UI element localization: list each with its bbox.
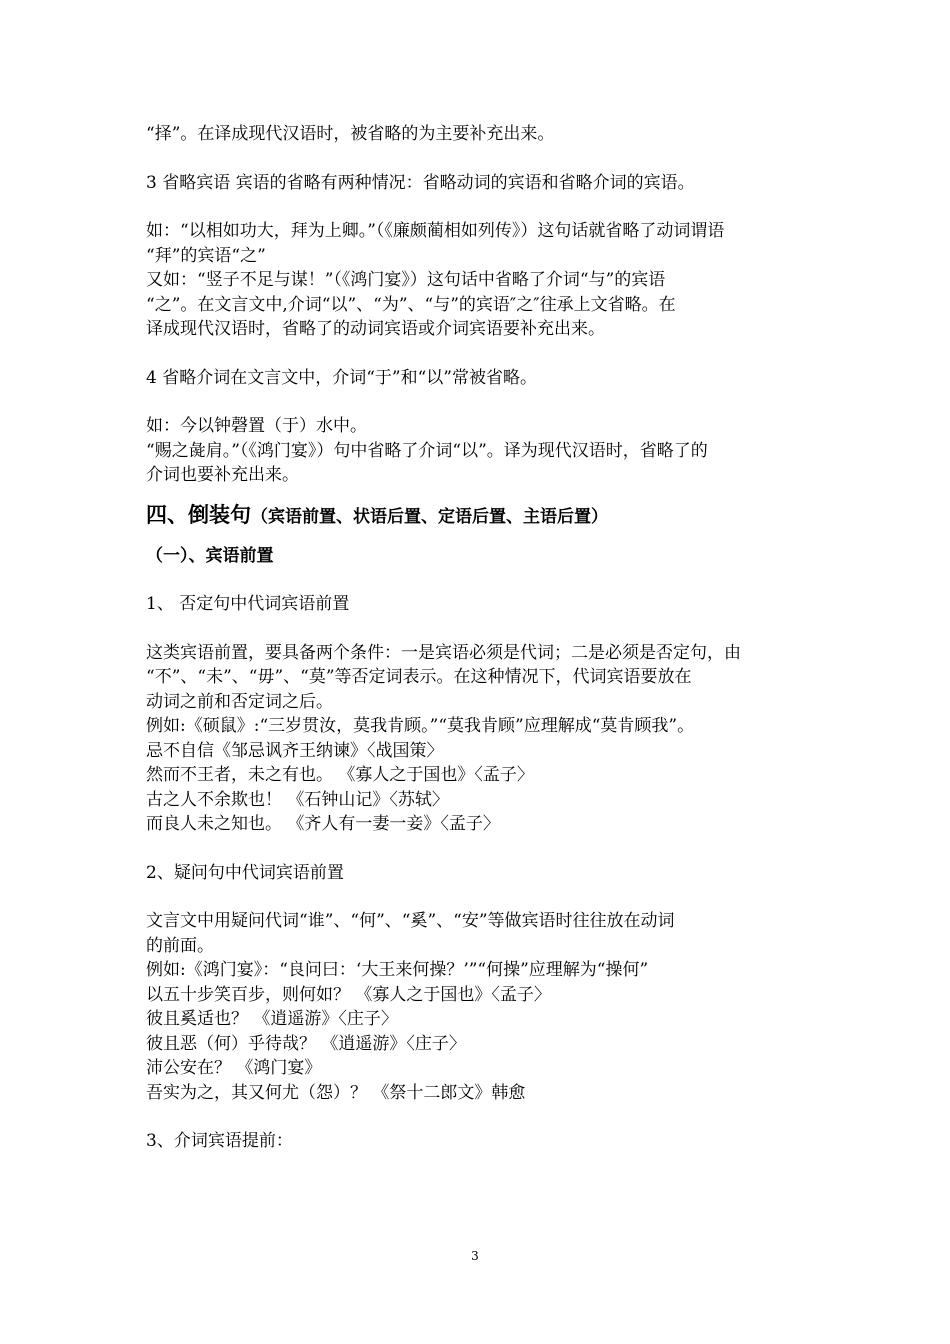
text-line: “赐之彘肩。”（《鸿门宴》）句中省略了介词“以”。译为现代汉语时，省略了的 (146, 440, 708, 461)
text-line: 彼且恶（何）乎待哉？ 《逍遥游》〈庄子〉 (146, 1033, 466, 1054)
text-line: 然而不王者，未之有也。 《寡人之于国也》〈孟子〉 (146, 765, 534, 785)
text-line: 的前面。 (146, 935, 214, 956)
text-line: 4 省略介词在文言文中，介词“于”和“以”常被省略。 (146, 367, 537, 388)
paragraph-omit-preposition (146, 366, 808, 391)
subsection-heading: （一）、宾语前置 (146, 545, 274, 566)
text-line: 彼且奚适也？ 《逍遥游》〈庄子〉 (146, 1009, 398, 1029)
text-line: 1、 否定句中代词宾语前置 (146, 594, 350, 614)
text-line: 如：今以钟磬置（于）水中。 (146, 416, 367, 436)
item-1-title (146, 592, 808, 617)
text-line: 例如:《鸿门宴》：“良问曰：‘大王来何操？’”“何操”应理解为“操何” (146, 960, 649, 980)
section-heading-title: 四、倒装句 (146, 501, 251, 527)
text-line: 介词也要补充出来。 (146, 465, 299, 485)
text-line: 3、介词宾语提前： (146, 1131, 293, 1151)
paragraph-interrogative-object (146, 909, 808, 1105)
text-line: 而良人未之知也。 《齐人有一妻一妾》〈孟子〉 (146, 814, 500, 834)
text-line: 又如：“竖子不足与谋！”（《鸿门宴》）这句话中省略了介词“与”的宾语 (146, 270, 666, 290)
text-line: “之”。在文言文中,介词“以”、“为”、“与”的宾语″之″往承上文省略。在 (146, 294, 676, 315)
text-line: 文言文中用疑问代词“谁”、“何”、“奚”、“安”等做宾语时往往放在动词 (146, 911, 675, 931)
item-2-title (146, 861, 808, 886)
text-line: 例如:《硕鼠》:“三岁贯汝，莫我肯顾。”“莫我肯顾”应理解成“莫肯顾我”。 (146, 716, 695, 736)
page-number: 3 (471, 1249, 479, 1263)
paragraph-1 (146, 122, 808, 147)
text-line: 以五十步笑百步，则何如？ 《寡人之于国也》〈孟子〉 (146, 984, 551, 1005)
page-content (146, 122, 808, 1154)
paragraph-negative-object (146, 641, 808, 837)
text-line: 沛公安在？ 《鸿门宴》 (146, 1058, 322, 1078)
text-line: “择”。在译成现代汉语时，被省略的为主要补充出来。 (146, 124, 555, 144)
text-line: 译成现代汉语时，省略了的动词宾语或介词宾语要补充出来。 (146, 319, 605, 339)
paragraph-omit-object (146, 171, 808, 196)
section-heading (146, 500, 808, 532)
text-line: 动词之前和否定词之后。 (146, 691, 333, 712)
text-line: “拜”的宾语“之” (146, 245, 266, 266)
text-line: 如：“以相如功大，拜为上卿。”（《廉颇蔺相如列传》）这句话就省略了动词谓语 (146, 221, 725, 241)
text-line: “不”、“未”、“毋”、“莫”等否定词表示。在这种情况下，代词宾语要放在 (146, 667, 692, 687)
text-line: 古之人不余欺也！ 《石钟山记》〈苏轼〉 (146, 789, 449, 810)
text-line: 吾实为之，其又何尤（怨）？ 《祭十二郎文》韩愈 (146, 1082, 526, 1103)
text-line: 这类宾语前置，要具备两个条件：一是宾语必须是代词；二是必须是否定句，由 (146, 642, 741, 663)
paragraph-omit-object-examples (146, 219, 808, 342)
item-3-title (146, 1129, 808, 1154)
text-line: 3 省略宾语 宾语的省略有两种情况：省略动词的宾语和省略介词的宾语。 (146, 172, 695, 193)
text-line: 2、疑问句中代词宾语前置 (146, 862, 344, 883)
text-line: 忌不自信《邹忌讽齐王纳谏》〈战国策〉 (146, 740, 444, 761)
paragraph-omit-preposition-examples (146, 414, 808, 488)
section-heading-subtitle: （宾语前置、状语后置、定语后置、主语后置） (251, 506, 608, 527)
